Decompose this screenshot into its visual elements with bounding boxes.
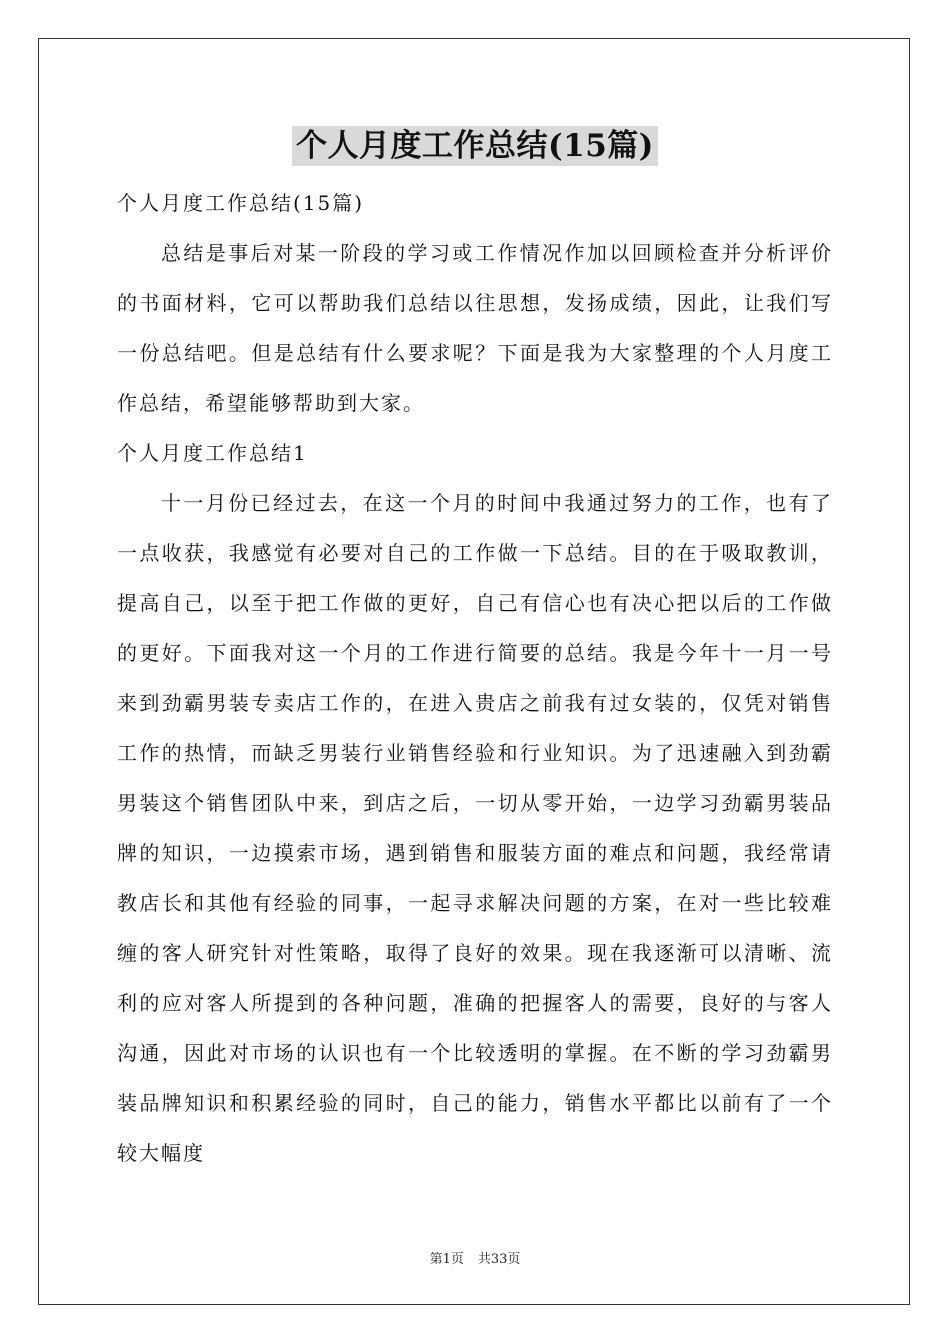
page-total: 共33页 — [477, 1252, 521, 1267]
section-heading: 个人月度工作总结1 — [117, 441, 308, 465]
document-title: 个人月度工作总结(15篇) — [292, 126, 658, 166]
document-subtitle: 个人月度工作总结(15篇) — [117, 191, 365, 215]
page-number: 第1页 — [429, 1252, 464, 1267]
section-paragraph: 十一月份已经过去，在这一个月的时间中我通过努力的工作，也有了一点收获，我感觉有必要对自己的工作做一下总结。目的在于吸取教训，提高自己，以至于把工作做的更好，自己有信心也有决心把以后的工作做的更好。下面我对这一个月的工作进行简要的总结。我是今年十一月一号来到劲霸男装专卖店工作的，在进入贵店之前我有过女装的，仅凭对销售工作的热情，而缺乏男装行业销售经验和行业知识。为了迅速融入到劲霸男装这个销售团队中来，到店之后，一切从零开始，一边学习劲霸男装品牌的知识，一边摸索市场，遇到销售和服装方面的难点和问题，我经常请教店长和其他有经验的同事，一起寻求解决问题的方案，在对一些比较难缠的客人研究针对性策略，取得了良好的效果。现在我逐渐可以清晰、流利的应对客人所提到的各种问题，准确的把握客人的需要，良好的与客人沟通，因此对市场的认识也有一个比较透明的掌握。在不断的学习劲霸男装品牌知识和积累经验的同时，自己的能力，销售水平都比以前有了一个较大幅度 — [117, 491, 833, 1165]
document-body — [117, 178, 833, 1178]
intro-paragraph: 总结是事后对某一阶段的学习或工作情况作加以回顾检查并分析评价的书面材料，它可以帮助我们总结以往思想，发扬成绩，因此，让我们写一份总结吧。但是总结有什么要求呢？下面是我为大家整理的个人月度工作总结，希望能够帮助到大家。 — [117, 241, 833, 415]
page-footer — [0, 1248, 950, 1267]
title-container — [0, 126, 950, 166]
